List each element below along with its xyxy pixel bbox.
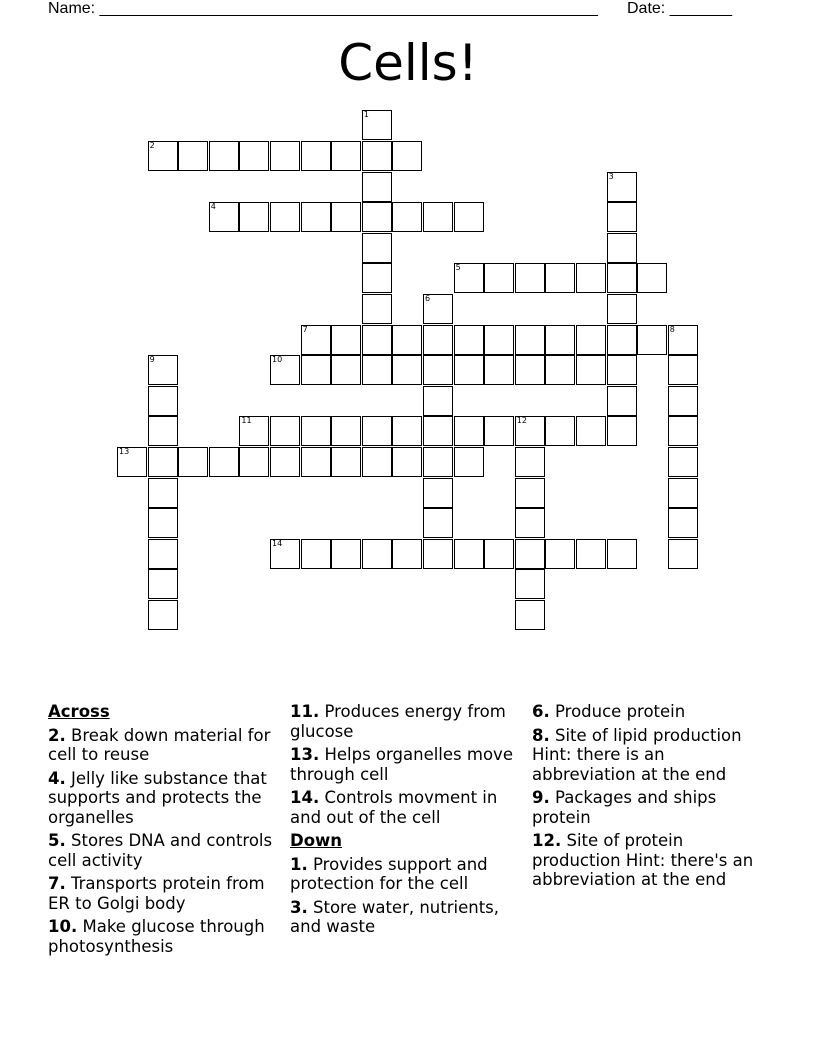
grid-cell[interactable] xyxy=(362,416,392,446)
grid-cell[interactable] xyxy=(148,478,178,508)
grid-cell[interactable] xyxy=(301,416,331,446)
grid-cell[interactable] xyxy=(331,447,361,477)
grid-cell[interactable] xyxy=(331,355,361,385)
grid-cell[interactable] xyxy=(239,141,269,171)
clue-number: 6. xyxy=(532,702,550,721)
grid-cell[interactable] xyxy=(148,416,178,446)
grid-cell[interactable] xyxy=(392,325,422,355)
grid-cell[interactable] xyxy=(362,355,392,385)
grid-cell[interactable] xyxy=(148,569,178,599)
clue-text: Helps organelles move through cell xyxy=(290,745,513,784)
clue-number-label: 5 xyxy=(455,263,461,273)
grid-cell[interactable] xyxy=(515,447,545,477)
grid-cell[interactable] xyxy=(515,569,545,599)
clue-number-label: 1 xyxy=(363,110,369,120)
clue-column-2 xyxy=(290,702,520,941)
clue-text: Produces energy from glucose xyxy=(290,702,506,741)
grid-cell[interactable] xyxy=(607,386,637,416)
grid-cell[interactable] xyxy=(331,202,361,232)
clue-number: 9. xyxy=(532,788,550,807)
grid-cell[interactable] xyxy=(270,202,300,232)
clue-text: Controls movment in and out of the cell xyxy=(290,788,498,827)
grid-cell[interactable] xyxy=(423,386,453,416)
grid-cell[interactable] xyxy=(637,263,667,293)
across-clue-list-continued xyxy=(290,702,520,827)
clue-number-label: 4 xyxy=(210,202,216,212)
clue-number: 3. xyxy=(290,897,308,917)
grid-cell[interactable] xyxy=(362,141,392,171)
grid-cell[interactable] xyxy=(270,539,300,569)
grid-cell[interactable] xyxy=(454,539,484,569)
grid-cell[interactable] xyxy=(545,355,575,385)
grid-cell[interactable] xyxy=(515,539,545,569)
clue-text: Jelly like substance that supports and protects the organelles xyxy=(48,768,267,827)
grid-cell[interactable] xyxy=(576,263,606,293)
grid-cell[interactable] xyxy=(423,355,453,385)
grid-cell[interactable] xyxy=(423,447,453,477)
grid-cell[interactable] xyxy=(117,447,147,477)
grid-cell[interactable] xyxy=(576,539,606,569)
grid-cell[interactable] xyxy=(607,416,637,446)
grid-cell[interactable] xyxy=(270,355,300,385)
grid-cell[interactable] xyxy=(607,233,637,263)
grid-cell[interactable] xyxy=(423,416,453,446)
clue-number-label: 9 xyxy=(149,355,155,365)
clue-item xyxy=(48,917,274,956)
grid-cell[interactable] xyxy=(484,325,514,355)
grid-cell[interactable] xyxy=(270,416,300,446)
grid-cell[interactable] xyxy=(607,539,637,569)
grid-cell[interactable] xyxy=(607,325,637,355)
clue-item xyxy=(290,898,520,937)
grid-cell[interactable] xyxy=(178,447,208,477)
grid-cell[interactable] xyxy=(545,539,575,569)
grid-cell[interactable] xyxy=(239,416,269,446)
down-clue-list-continued xyxy=(532,702,764,890)
clue-number: 8. xyxy=(532,725,550,745)
grid-cell[interactable] xyxy=(607,294,637,324)
grid-cell[interactable] xyxy=(668,508,698,538)
name-field: Name: ________________________________________________________ xyxy=(48,0,598,17)
clue-text: Store water, nutrients, and waste xyxy=(290,897,500,936)
clue-item xyxy=(532,788,764,827)
grid-cell[interactable] xyxy=(362,294,392,324)
page-title: Cells! xyxy=(338,34,478,92)
grid-cell[interactable] xyxy=(301,355,331,385)
clue-text: Packages and ships protein xyxy=(532,788,717,827)
clue-number: 11. xyxy=(290,702,320,721)
grid-cell[interactable] xyxy=(668,416,698,446)
grid-cell[interactable] xyxy=(423,478,453,508)
grid-cell[interactable] xyxy=(362,447,392,477)
grid-cell[interactable] xyxy=(668,447,698,477)
clue-item xyxy=(48,726,274,765)
grid-cell[interactable] xyxy=(484,263,514,293)
grid-cell[interactable] xyxy=(454,263,484,293)
grid-cell[interactable] xyxy=(576,416,606,446)
grid-cell[interactable] xyxy=(545,416,575,446)
clue-column-1 xyxy=(48,702,274,960)
grid-cell[interactable] xyxy=(148,539,178,569)
grid-cell[interactable] xyxy=(148,508,178,538)
grid-cell[interactable] xyxy=(209,202,239,232)
grid-cell[interactable] xyxy=(668,539,698,569)
grid-cell[interactable] xyxy=(209,141,239,171)
grid-cell[interactable] xyxy=(148,600,178,630)
grid-cell[interactable] xyxy=(392,355,422,385)
clue-item xyxy=(290,745,520,784)
clue-number: 2. xyxy=(48,725,66,745)
grid-cell[interactable] xyxy=(545,325,575,355)
grid-cell[interactable] xyxy=(607,263,637,293)
clue-number-label: 12 xyxy=(516,416,527,426)
clue-text: Break down material for cell to reuse xyxy=(48,725,271,764)
grid-cell[interactable] xyxy=(423,294,453,324)
grid-cell[interactable] xyxy=(668,478,698,508)
grid-cell[interactable] xyxy=(148,355,178,385)
clue-number: 13. xyxy=(290,745,320,764)
clue-text: Produce protein xyxy=(549,702,686,721)
clue-item xyxy=(290,702,520,741)
grid-cell[interactable] xyxy=(301,539,331,569)
grid-cell[interactable] xyxy=(515,325,545,355)
grid-cell[interactable] xyxy=(301,325,331,355)
grid-cell[interactable] xyxy=(148,447,178,477)
grid-cell[interactable] xyxy=(331,416,361,446)
grid-cell[interactable] xyxy=(576,325,606,355)
date-field: Date: _______ xyxy=(627,0,732,17)
clue-item xyxy=(48,874,274,913)
grid-cell[interactable] xyxy=(576,355,606,385)
clue-item xyxy=(48,831,274,870)
across-clue-list xyxy=(48,726,274,957)
grid-cell[interactable] xyxy=(301,141,331,171)
grid-cell[interactable] xyxy=(668,325,698,355)
clue-item xyxy=(532,831,764,890)
grid-cell[interactable] xyxy=(668,355,698,385)
grid-cell[interactable] xyxy=(392,202,422,232)
grid-cell[interactable] xyxy=(515,355,545,385)
grid-cell[interactable] xyxy=(454,355,484,385)
grid-cell[interactable] xyxy=(454,325,484,355)
grid-cell[interactable] xyxy=(484,539,514,569)
clue-number: 10. xyxy=(48,917,78,936)
down-clue-list xyxy=(290,855,520,937)
grid-cell[interactable] xyxy=(209,447,239,477)
clue-text: Site of lipid production Hint: there is an abbreviation at the end xyxy=(532,725,742,784)
grid-cell[interactable] xyxy=(515,600,545,630)
clue-number: 5. xyxy=(48,831,66,850)
clue-item xyxy=(48,769,274,828)
grid-cell[interactable] xyxy=(454,447,484,477)
grid-cell[interactable] xyxy=(239,447,269,477)
grid-cell[interactable] xyxy=(515,508,545,538)
clue-text: Transports protein from ER to Golgi body xyxy=(48,874,265,913)
clue-number: 12. xyxy=(532,831,562,850)
grid-cell[interactable] xyxy=(362,202,392,232)
clue-number-label: 13 xyxy=(119,447,130,456)
grid-cell[interactable] xyxy=(301,447,331,477)
grid-cell[interactable] xyxy=(392,416,422,446)
clue-number-label: 6 xyxy=(425,294,431,303)
clue-number: 14. xyxy=(290,788,320,807)
clue-number: 1. xyxy=(290,854,308,874)
grid-cell[interactable] xyxy=(545,263,575,293)
clue-number: 4. xyxy=(48,768,66,788)
grid-cell[interactable] xyxy=(637,325,667,355)
clue-number-label: 10 xyxy=(272,355,283,365)
clue-number-label: 3 xyxy=(608,171,614,181)
grid-cell[interactable] xyxy=(423,539,453,569)
across-heading: Across xyxy=(48,702,110,721)
grid-cell[interactable] xyxy=(362,172,392,202)
grid-cell[interactable] xyxy=(178,141,208,171)
grid-cell[interactable] xyxy=(423,202,453,232)
clue-text: Stores DNA and controls cell activity xyxy=(48,831,273,870)
grid-cell[interactable] xyxy=(607,355,637,385)
clue-number-label: 7 xyxy=(302,324,308,334)
grid-cell[interactable] xyxy=(423,508,453,538)
clue-text: Make glucose through photosynthesis xyxy=(48,917,265,956)
clue-item xyxy=(532,702,764,722)
grid-cell[interactable] xyxy=(239,202,269,232)
grid-cell[interactable] xyxy=(454,416,484,446)
grid-cell[interactable] xyxy=(607,172,637,202)
grid-cell[interactable] xyxy=(607,202,637,232)
grid-cell[interactable] xyxy=(423,325,453,355)
clue-text: Site of protein production Hint: there's an abbreviation at the end xyxy=(532,831,754,889)
grid-cell[interactable] xyxy=(362,233,392,263)
grid-cell[interactable] xyxy=(668,386,698,416)
grid-cell[interactable] xyxy=(331,539,361,569)
down-heading: Down xyxy=(290,831,343,850)
clue-item xyxy=(290,788,520,827)
clue-item xyxy=(290,855,520,894)
grid-cell[interactable] xyxy=(515,416,545,446)
grid-cell[interactable] xyxy=(301,202,331,232)
grid-cell[interactable] xyxy=(454,202,484,232)
clue-number-label: 14 xyxy=(272,538,283,548)
grid-cell[interactable] xyxy=(148,141,178,171)
grid-cell[interactable] xyxy=(484,355,514,385)
clue-number: 7. xyxy=(48,874,66,893)
grid-cell[interactable] xyxy=(362,325,392,355)
grid-cell[interactable] xyxy=(392,539,422,569)
grid-cell[interactable] xyxy=(392,447,422,477)
grid-cell[interactable] xyxy=(484,416,514,446)
clue-number-label: 2 xyxy=(149,141,155,150)
grid-cell[interactable] xyxy=(148,386,178,416)
grid-cell[interactable] xyxy=(270,141,300,171)
grid-cell[interactable] xyxy=(392,141,422,171)
clue-text: Provides support and protection for the cell xyxy=(290,854,488,893)
grid-cell[interactable] xyxy=(331,141,361,171)
grid-cell[interactable] xyxy=(270,447,300,477)
grid-cell[interactable] xyxy=(362,539,392,569)
clue-column-3 xyxy=(532,702,764,894)
grid-cell[interactable] xyxy=(515,478,545,508)
grid-cell[interactable] xyxy=(362,110,392,140)
grid-cell[interactable] xyxy=(331,325,361,355)
clue-item xyxy=(532,726,764,785)
grid-cell[interactable] xyxy=(515,263,545,293)
clue-number-label: 11 xyxy=(241,416,252,426)
grid-cell[interactable] xyxy=(362,263,392,293)
clue-number-label: 8 xyxy=(669,324,675,334)
